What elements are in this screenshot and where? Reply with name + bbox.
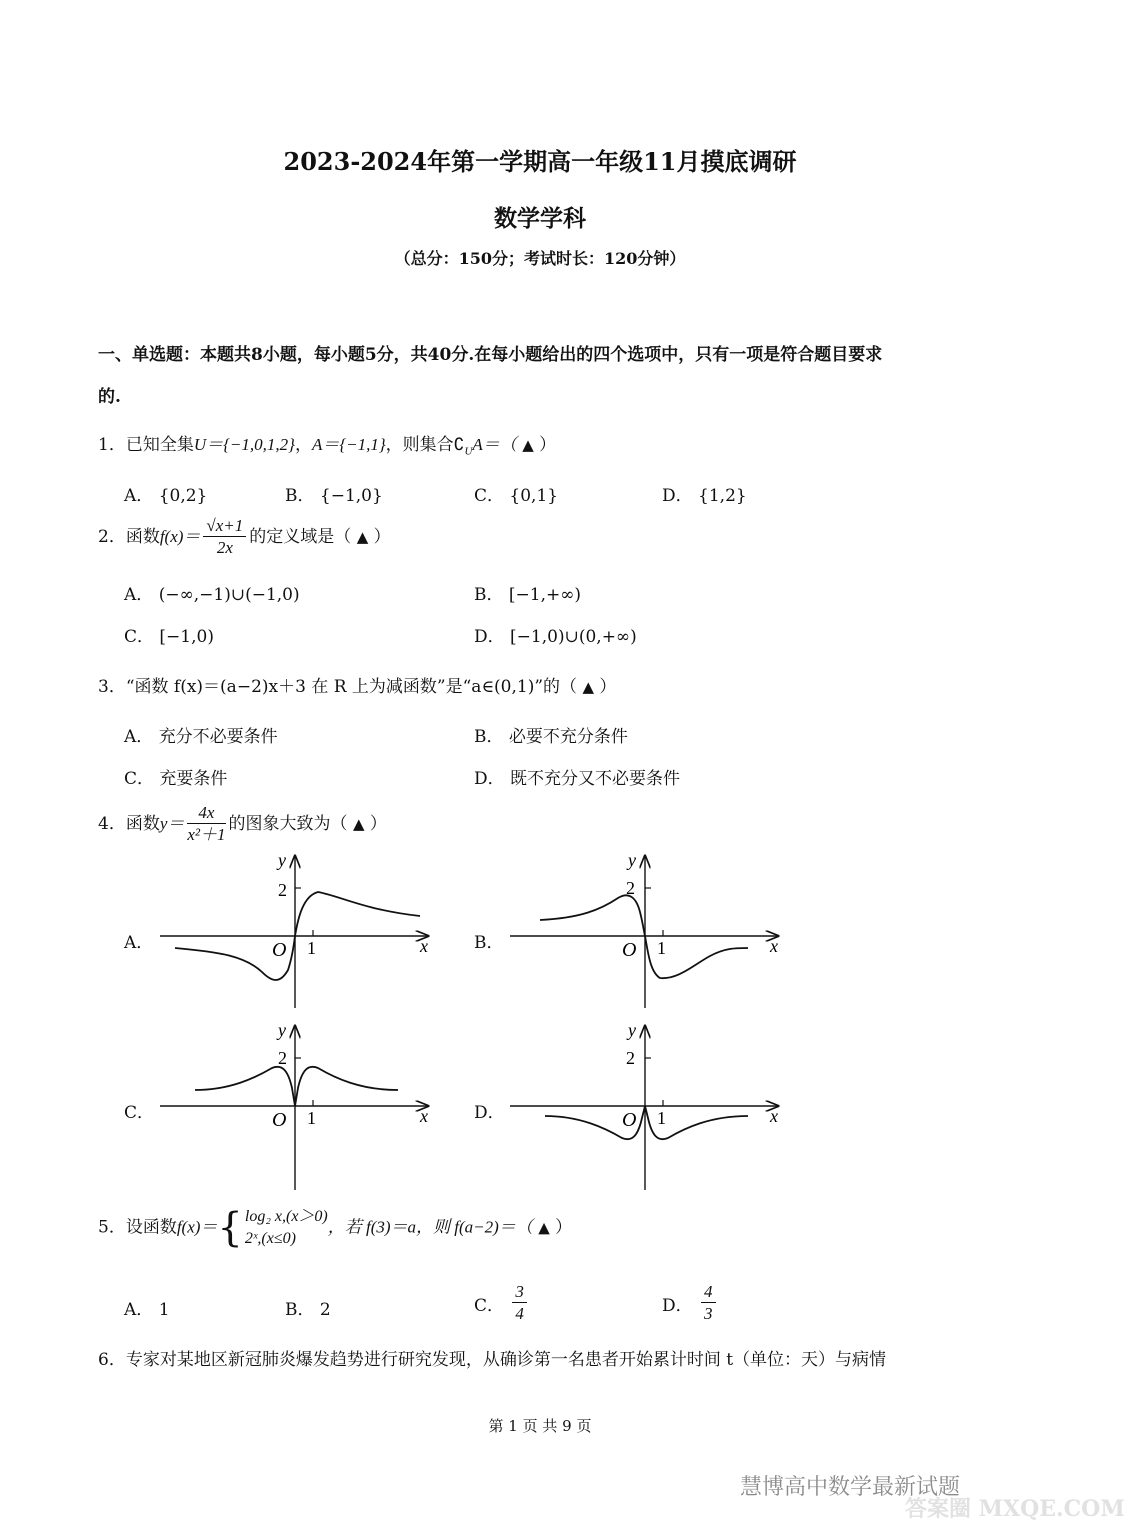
- curve: [195, 1067, 398, 1106]
- graph-b: [500, 848, 800, 1008]
- q2-option-b: B． [−1,+∞): [474, 585, 582, 605]
- q1-option-b: B． {−1,0}: [285, 486, 383, 506]
- question-4-stem: 4．函数y＝ $\frac{4x}{\text{x²＋1}}$ 的图象大致为（ ▲ ）: [98, 803, 387, 844]
- tick-1: 1: [307, 1108, 316, 1128]
- graph-c: [150, 1018, 450, 1190]
- y-label: y: [628, 850, 636, 870]
- tick-2: 2: [626, 878, 635, 898]
- tick-1: 1: [307, 938, 316, 958]
- exam-meta: （总分：150分；考试时长：120分钟）: [394, 249, 686, 268]
- curve: [540, 895, 748, 978]
- x-label: x: [420, 1106, 428, 1126]
- q3-option-a: A． 充分不必要条件: [124, 727, 278, 747]
- answer-mark: ▲: [582, 678, 594, 696]
- q4-option-d-label: D．: [474, 1103, 505, 1123]
- watermark-text: 慧博高中数学最新试题: [740, 1475, 961, 1500]
- q2-option-d: D． [−1,0)∪(0,+∞): [474, 627, 637, 647]
- fraction: $\frac{√x+1}{2x}$: [203, 516, 246, 559]
- question-2-stem: 2．函数f(x)＝ $\frac{√x+1}{2x}$ 的定义域是（ ▲ ）: [98, 516, 391, 557]
- tick-1: 1: [657, 1108, 666, 1128]
- answer-mark: ▲: [522, 436, 534, 454]
- fraction: $\frac{4x}{\text{x²＋1}}$: [187, 803, 226, 844]
- q2-option-c: C． [−1,0): [124, 627, 214, 647]
- question-1-stem: 1．已知全集U＝{−1,0,1,2}，A＝{−1,1}，则集合$∁_UA=$（ ▲ ）: [98, 435, 557, 458]
- tick-2: 2: [626, 1048, 635, 1068]
- y-label: y: [278, 1020, 286, 1040]
- x-label: x: [770, 1106, 778, 1126]
- q3-option-d: D． 既不充分又不必要条件: [474, 769, 681, 789]
- section-heading: 一、单选题：本题共8小题，每小题5分，共40分.在每小题给出的四个选项中，只有一项是符合题目要求: [98, 345, 883, 365]
- tick-2: 2: [278, 1048, 287, 1068]
- q5-option-a: A． 1: [124, 1300, 170, 1320]
- section-heading-cont: 的.: [98, 387, 121, 407]
- x-label: x: [420, 936, 428, 956]
- piecewise: log₂ x,(x＞0) 2ˣ,(x≤0): [244, 1208, 328, 1247]
- curve: [545, 1106, 748, 1139]
- answer-mark: ▲: [538, 1218, 550, 1237]
- origin-label: O: [622, 1109, 637, 1131]
- q4-option-a-label: A．: [124, 933, 154, 953]
- tick-1: 1: [657, 938, 666, 958]
- exam-title: 2023-2024年第一学期高一年级11月摸底调研: [283, 147, 797, 176]
- q3-option-b: B． 必要不充分条件: [474, 727, 628, 747]
- x-label: x: [770, 936, 778, 956]
- q1-option-d: D． {1,2}: [662, 486, 747, 506]
- y-label: y: [278, 850, 286, 870]
- answer-mark: ▲: [352, 815, 365, 833]
- tick-2: 2: [278, 880, 287, 900]
- q5-option-c: C． $\frac{3}{4}$: [474, 1282, 530, 1325]
- subject-title: 数学学科: [494, 205, 586, 232]
- q4-option-b-label: B．: [474, 933, 504, 953]
- q5-option-d: D． $\frac{4}{3}$: [662, 1282, 719, 1325]
- question-5-stem: 5．设函数f(x)＝{ log₂ x,(x＞0) 2ˣ,(x≤0) ，若 f(3)＝a，则 f(a−2)＝（ ▲ ）: [98, 1205, 573, 1251]
- q1-option-a: A． {0,2}: [124, 486, 208, 506]
- watermark-logo: 答案圈 MXQE.COM: [905, 1496, 1125, 1522]
- graph-a: [150, 848, 450, 1008]
- graph-d: [500, 1018, 800, 1190]
- origin-label: O: [622, 939, 637, 961]
- question-3-stem: 3．“函数 f(x)＝(a−2)x＋3 在 R 上为减函数”是“a∈(0,1)”的（ ▲ ）: [98, 677, 617, 697]
- origin-label: O: [272, 939, 287, 961]
- q5-option-b: B． 2: [285, 1300, 331, 1320]
- q2-option-a: A． (−∞,−1)∪(−1,0): [124, 585, 300, 605]
- q3-option-c: C． 充要条件: [124, 769, 228, 789]
- page-footer: 第 1 页 共 9 页: [488, 1417, 592, 1435]
- y-label: y: [628, 1020, 636, 1040]
- answer-mark: ▲: [356, 528, 369, 546]
- question-6-stem: 6．专家对某地区新冠肺炎爆发趋势进行研究发现，从确诊第一名患者开始累计时间 t（单位：天）与病情: [98, 1350, 887, 1370]
- q4-option-c-label: C．: [124, 1103, 155, 1123]
- origin-label: O: [272, 1109, 287, 1131]
- q1-option-c: C． {0,1}: [474, 486, 559, 506]
